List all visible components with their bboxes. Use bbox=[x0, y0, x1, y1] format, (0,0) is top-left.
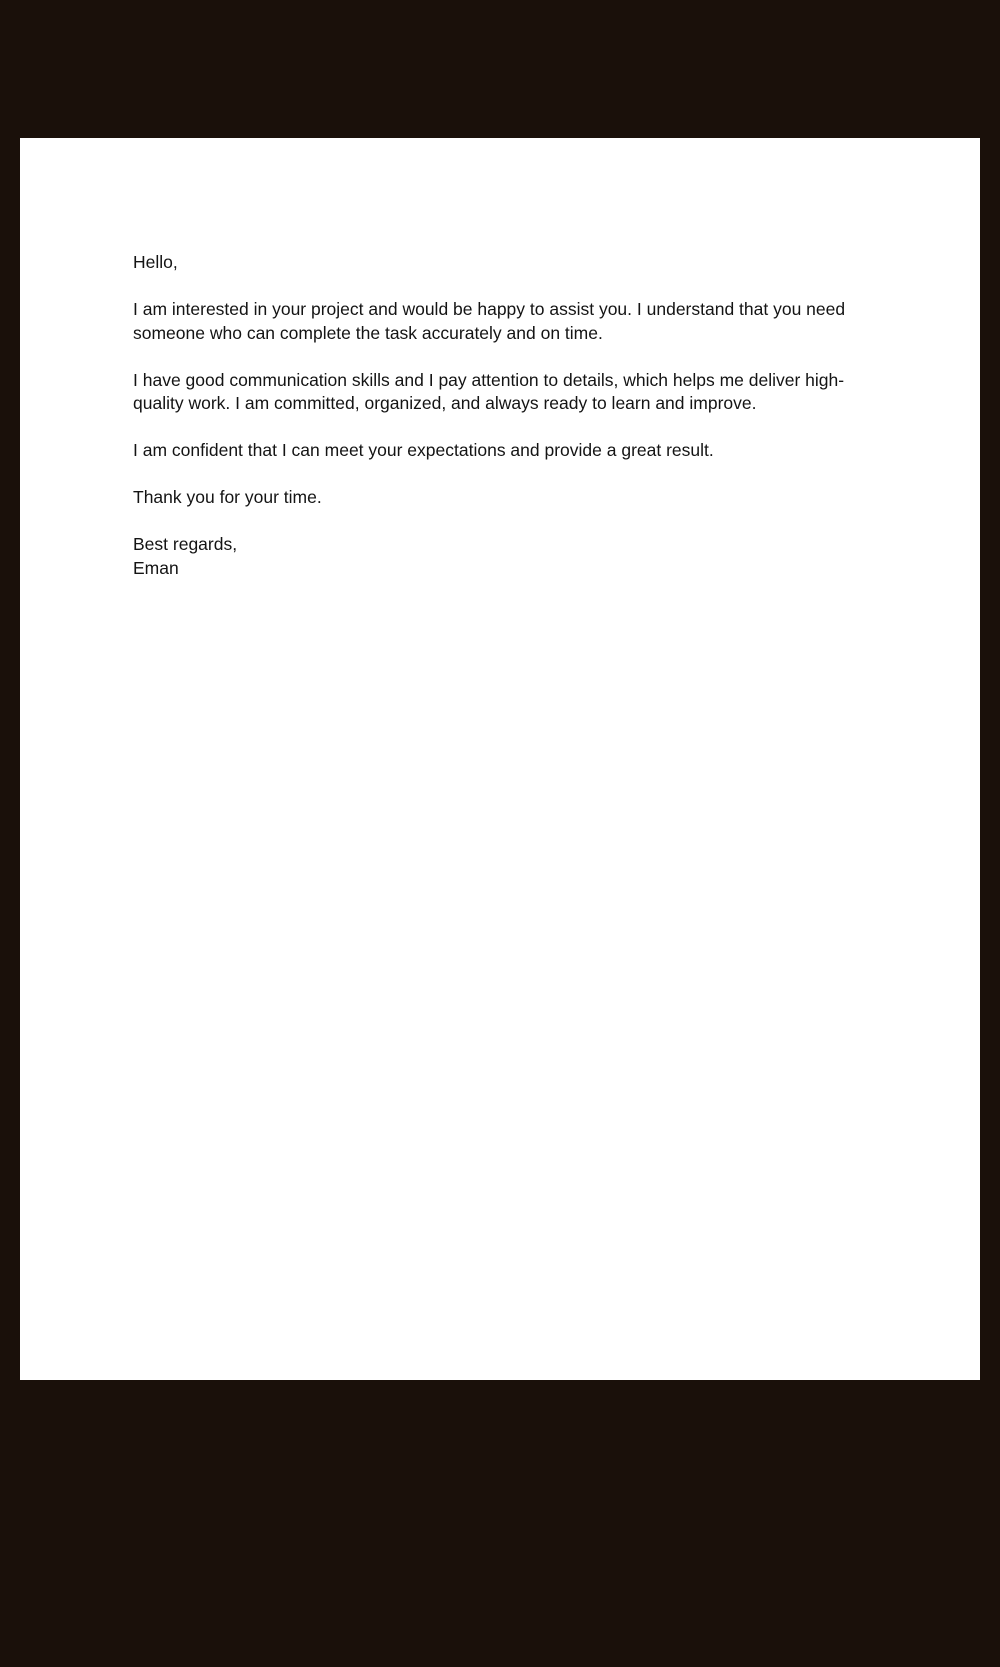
thanks-line: Thank you for your time. bbox=[133, 487, 322, 507]
closing-line: Best regards, bbox=[133, 534, 238, 554]
paragraph-interest: I am interested in your project and would be happy to assist you. I understand that you need someone who can complete the task accurately and on time. bbox=[133, 299, 846, 343]
document-page bbox=[20, 138, 980, 1380]
greeting: Hello, bbox=[133, 252, 178, 272]
paragraph-confidence: I am confident that I can meet your expectations and provide a great result. bbox=[133, 440, 714, 460]
paragraph-skills: I have good communication skills and I pay attention to details, which helps me deliver high-quality work. I am committed, organized, and always ready to learn and improve. bbox=[133, 369, 845, 413]
signature: Eman bbox=[133, 557, 179, 578]
letter-body bbox=[133, 251, 873, 580]
